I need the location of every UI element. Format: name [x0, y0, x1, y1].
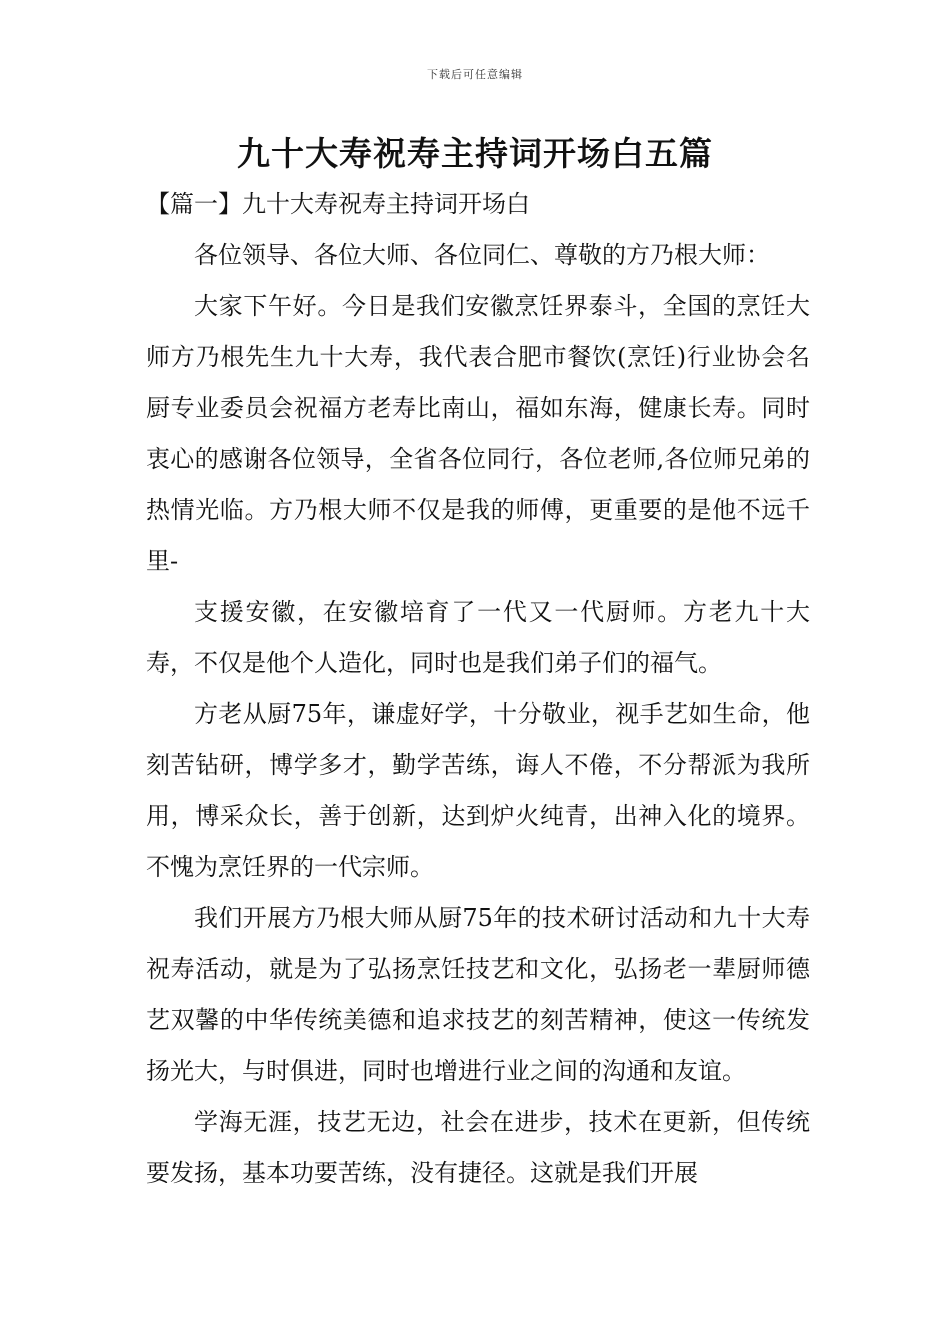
document-body — [146, 230, 810, 1199]
paragraph: 方老从厨75年，谦虚好学，十分敬业，视手艺如生命，他刻苦钻研，博学多才，勤学苦练，诲人不倦，不分帮派为我所用，博采众长，善于创新，达到炉火纯青，出神入化的境界。不愧为烹饪界的一代宗师。 — [146, 700, 810, 881]
paragraph: 支援安徽，在安徽培育了一代又一代厨师。方老九十大寿，不仅是他个人造化，同时也是我们弟子们的福气。 — [146, 598, 810, 677]
document-title: 九十大寿祝寿主持词开场白五篇 — [237, 134, 713, 173]
section-heading: 【篇一】九十大寿祝寿主持词开场白 — [146, 190, 530, 218]
paragraph: 各位领导、各位大师、各位同仁、尊敬的方乃根大师： — [194, 241, 770, 269]
paragraph: 学海无涯，技艺无边，社会在进步，技术在更新，但传统要发扬，基本功要苦练，没有捷径。这就是我们开展 — [146, 1108, 810, 1187]
paragraph: 我们开展方乃根大师从厨75年的技术研讨活动和九十大寿祝寿活动，就是为了弘扬烹饪技艺和文化，弘扬老一辈厨师德艺双馨的中华传统美德和追求技艺的刻苦精神，使这一传统发扬光大，与时俱进，同时也增进行业之间的沟通和友谊。 — [146, 904, 810, 1085]
paragraph: 大家下午好。今日是我们安徽烹饪界泰斗，全国的烹饪大师方乃根先生九十大寿，我代表合肥市餐饮(烹饪)行业协会名厨专业委员会祝福方老寿比南山，福如东海，健康长寿。同时衷心的感谢各位领导，全省各位同行，各位老师,各位师兄弟的热情光临。方乃根大师不仅是我的师傅，更重要的是他不远千里- — [146, 292, 810, 575]
header-note: 下载后可任意编辑 — [427, 68, 523, 81]
